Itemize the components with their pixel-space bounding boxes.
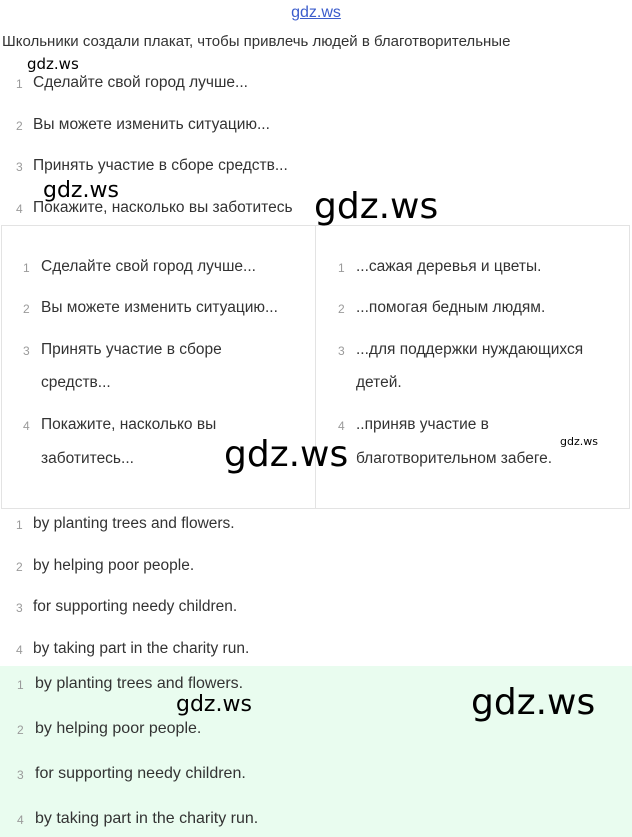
table-cell: детей. <box>356 374 402 391</box>
list-item: Принять участие в сборе средств... <box>33 157 288 174</box>
answer-item: for supporting needy children. <box>35 765 246 782</box>
watermark: gdz.ws <box>471 682 596 723</box>
watermark: gdz.ws <box>43 178 119 203</box>
watermark: gdz.ws <box>314 186 439 227</box>
watermark: gdz.ws <box>27 55 79 73</box>
list-item: by planting trees and flowers. <box>33 515 235 532</box>
table-row-number: 3 <box>23 344 30 358</box>
list-item-number: 4 <box>16 202 23 216</box>
answer-number: 2 <box>17 723 24 737</box>
list-item: Сделайте свой город лучше... <box>33 74 248 91</box>
list-item-number: 4 <box>16 643 23 657</box>
table-cell: Вы можете изменить ситуацию... <box>41 299 278 316</box>
table-row-number: 1 <box>338 261 345 275</box>
list-item: for supporting needy children. <box>33 598 238 615</box>
answer-item: by planting trees and flowers. <box>35 675 244 692</box>
answer-number: 1 <box>17 678 24 692</box>
table-cell: заботитесь... <box>41 450 134 467</box>
list-item-number: 1 <box>16 77 23 91</box>
answer-item: by taking part in the charity run. <box>35 810 259 827</box>
table-cell: средств... <box>41 374 111 391</box>
list-item: by taking part in the charity run. <box>33 640 250 657</box>
table-cell: Принять участие в сборе <box>41 341 222 358</box>
list-item: Покажите, насколько вы заботитесь <box>33 199 293 216</box>
intro-text: Школьники создали плакат, чтобы привлечь людей в благотворительные <box>2 33 511 50</box>
table-row-number: 3 <box>338 344 345 358</box>
table-row-number: 4 <box>23 419 30 433</box>
table-cell: ..приняв участие в <box>356 416 489 433</box>
list-item: Вы можете изменить ситуацию... <box>33 116 270 133</box>
list-item-number: 2 <box>16 560 23 574</box>
answer-number: 3 <box>17 768 24 782</box>
answer-item: by helping poor people. <box>35 720 202 737</box>
watermark: gdz.ws <box>560 435 598 448</box>
watermark: gdz.ws <box>224 434 349 475</box>
list-item-number: 2 <box>16 119 23 133</box>
list-item-number: 3 <box>16 601 23 615</box>
list-item-number: 3 <box>16 160 23 174</box>
site-link[interactable]: gdz.ws <box>291 4 341 21</box>
table-row-number: 4 <box>338 419 345 433</box>
table-row-number: 2 <box>23 302 30 316</box>
list-item: by helping poor people. <box>33 557 195 574</box>
watermark: gdz.ws <box>176 692 252 717</box>
table-cell: ...помогая бедным людям. <box>356 299 546 316</box>
table-cell: ...сажая деревья и цветы. <box>356 258 542 275</box>
table-row-number: 2 <box>338 302 345 316</box>
table-cell: Сделайте свой город лучше... <box>41 258 256 275</box>
table-cell: ...для поддержки нуждающихся <box>356 341 584 358</box>
answer-number: 4 <box>17 813 24 827</box>
table-row-number: 1 <box>23 261 30 275</box>
table-cell: Покажите, насколько вы <box>41 416 217 433</box>
table-cell: благотворительном забеге. <box>356 450 553 467</box>
list-item-number: 1 <box>16 518 23 532</box>
